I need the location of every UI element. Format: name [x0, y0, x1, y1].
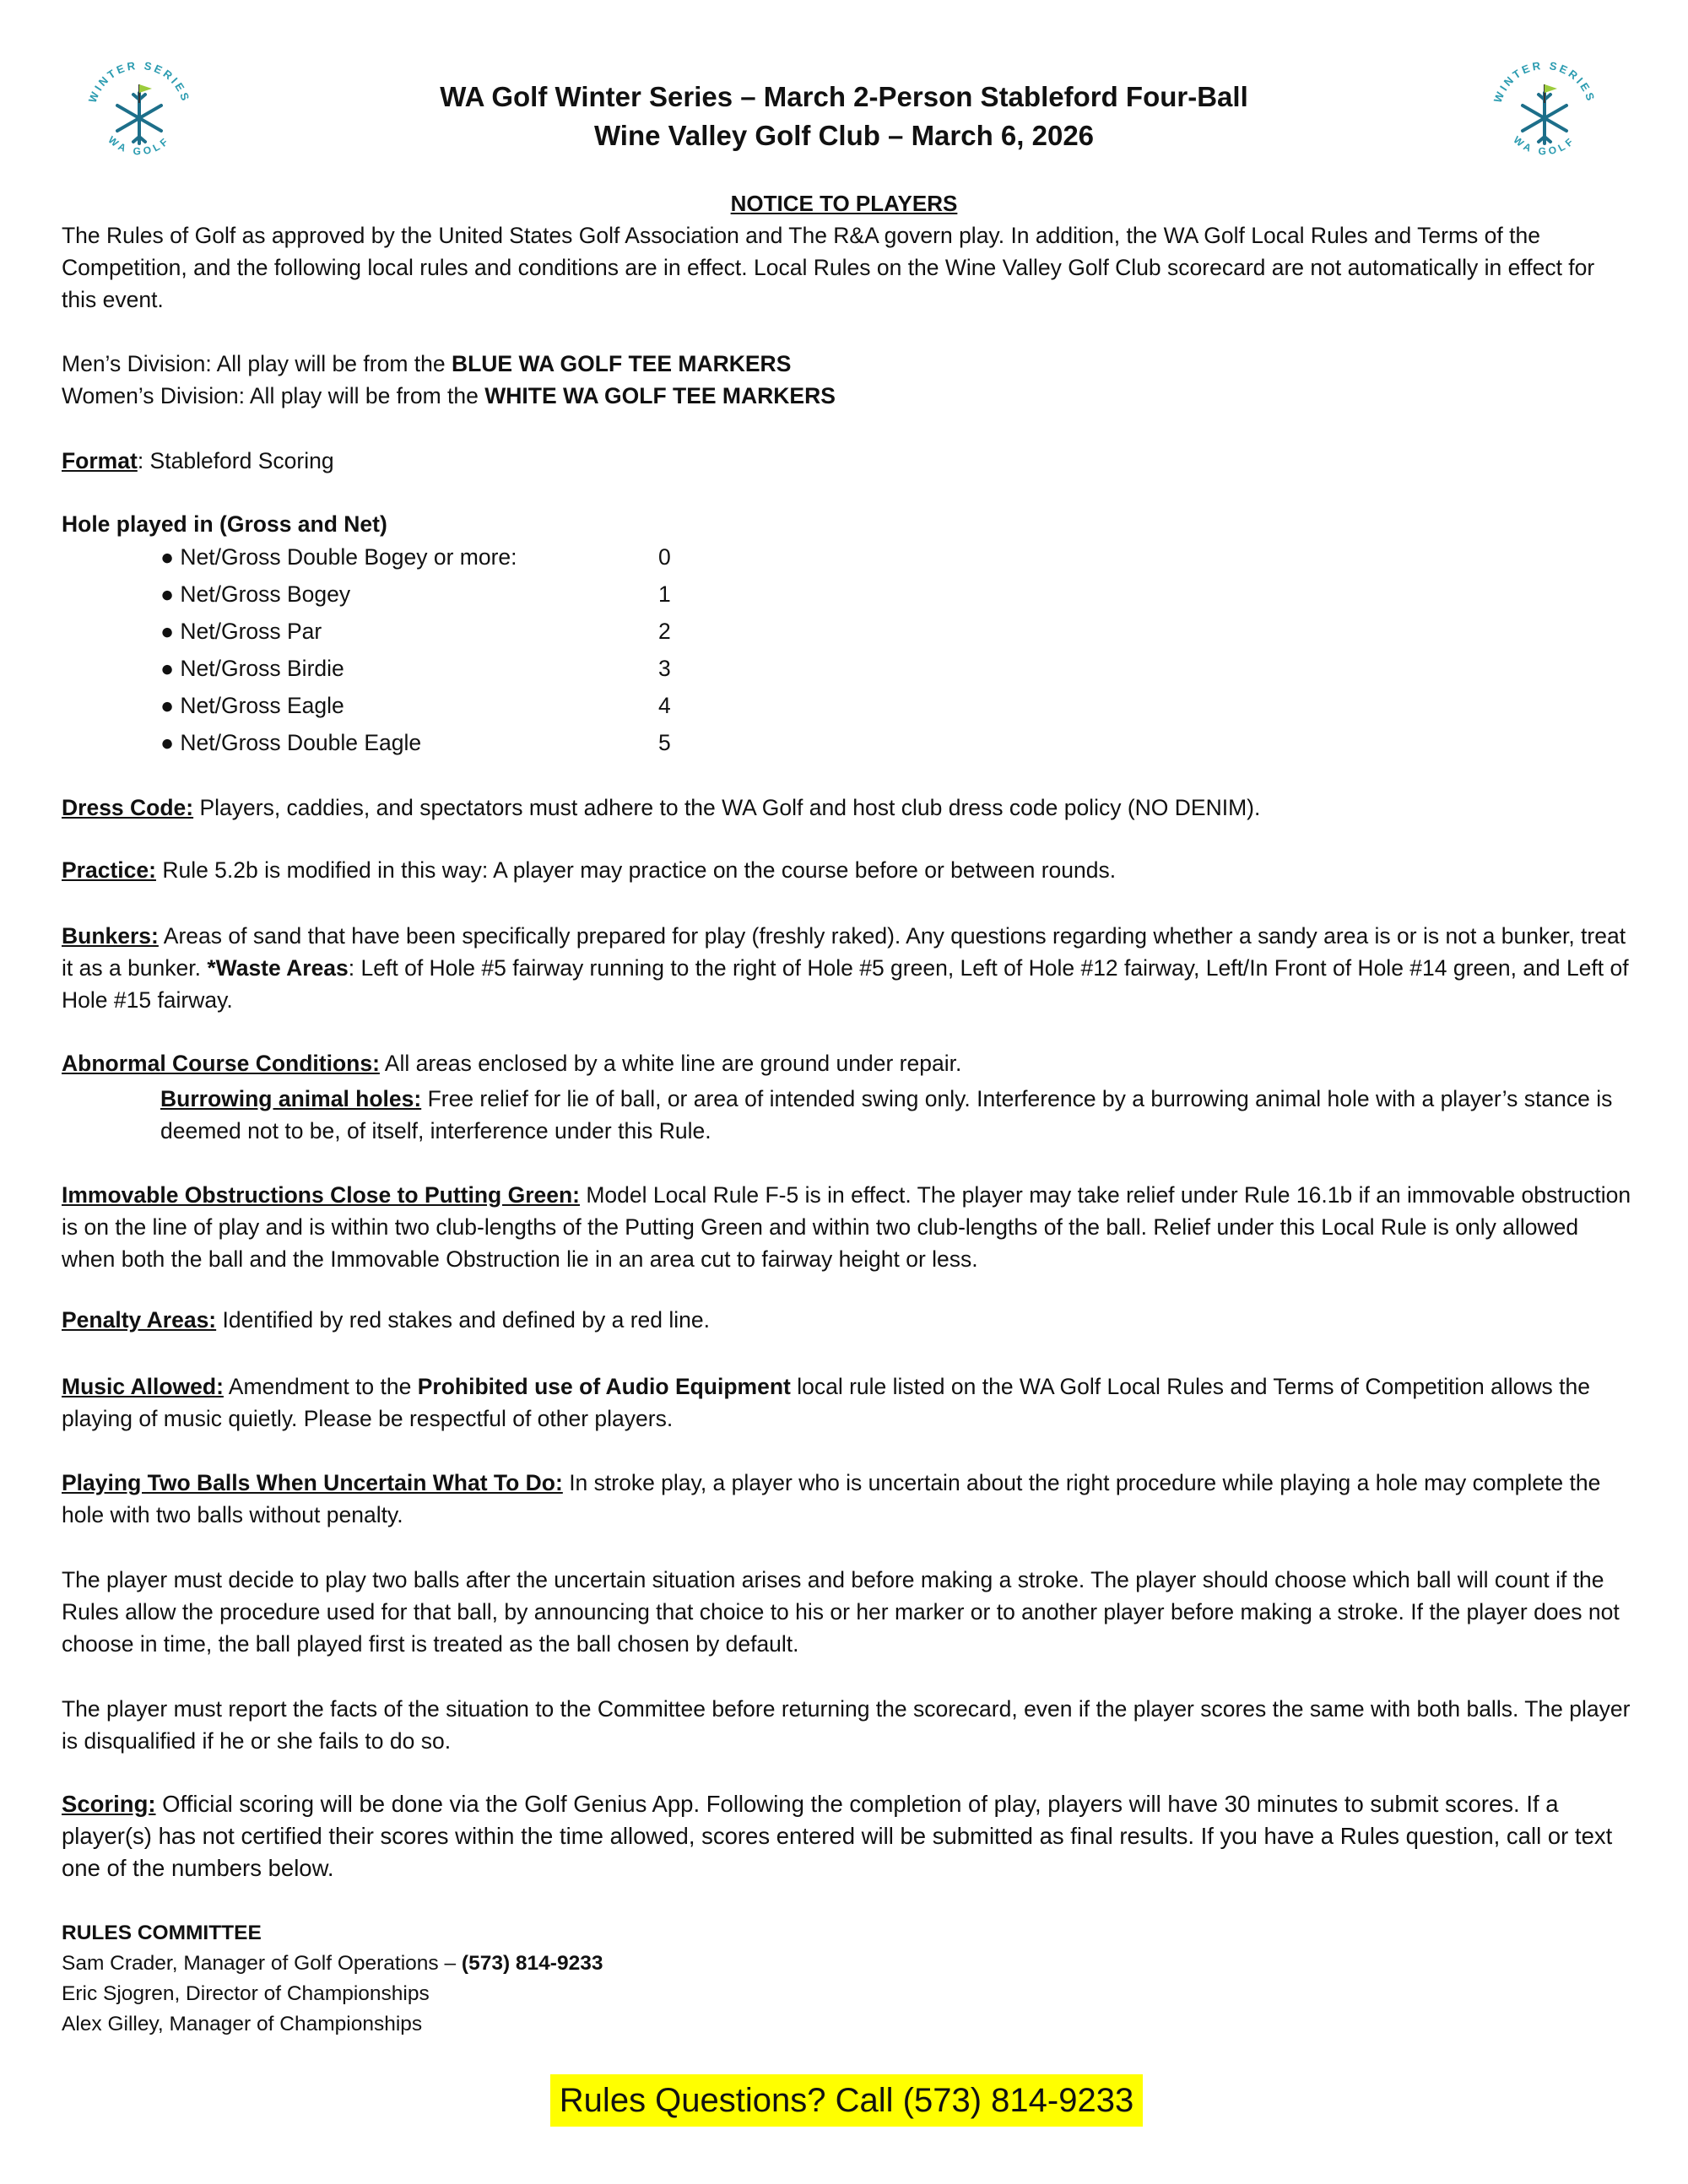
- two-balls-rule: Playing Two Balls When Uncertain What To Do: In stroke play, a player who is uncertain about the right procedure while playing a hole may complete the hole with two balls without penalty.: [62, 1470, 1601, 1527]
- bunkers-rule: Bunkers: Areas of sand that have been specifically prepared for play (freshly raked). Any questions regarding whether a sandy area is or is not a bunker, treat it as a bunker. *Waste Areas: Left of Hole #5 fairway running to the right of Hole #5 green, Left of Hole #12 fairway, Left/In Front of Hole #14 green, and Left of Hole #15 fairway.: [62, 923, 1629, 1013]
- svg-text:WA GOLF: WA GOLF: [1511, 133, 1578, 158]
- abnormal-conditions: Abnormal Course Conditions: All areas enclosed by a white line are ground under repair.: [62, 1051, 962, 1076]
- svg-text:WINTER SERIES: WINTER SERIES: [1491, 58, 1599, 105]
- points-row-label: ● Net/Gross Double Bogey or more:: [160, 544, 517, 570]
- two-balls-report: The player must report the facts of the situation to the Committee before returning the scorecard, even if the player scores the same with both balls. The player is disqualified if he or she fails to do so.: [62, 1696, 1631, 1754]
- committee-member: Eric Sjogren, Director of Championships: [62, 1982, 430, 2005]
- practice-rule: Practice: Rule 5.2b is modified in this way: A player may practice on the course before or between rounds.: [62, 857, 1117, 883]
- notice-heading: NOTICE TO PLAYERS: [730, 191, 958, 216]
- two-balls-decision: The player must decide to play two balls after the uncertain situation arises and before making a stroke. The player should choose which ball will count if the Rules allow the procedure used for that ball, by announcing that choice to his or her marker or to another player before making a stroke. If the player does not choose in time, the ball played first is treated as the ball chosen by default.: [62, 1567, 1620, 1657]
- event-subtitle: Wine Valley Golf Club – March 6, 2026: [593, 120, 1095, 151]
- penalty-areas: Penalty Areas: Identified by red stakes and defined by a red line.: [62, 1307, 710, 1333]
- scoring-rule: Scoring: Official scoring will be done via the Golf Genius App. Following the completion of play, players will have 30 minutes to submit scores. If a player(s) has not certified their scores within the time allowed, scores entered will be submitted as final results. If you have a Rules question, call or text one of the numbers below.: [62, 1791, 1613, 1881]
- points-row-value: 3: [658, 656, 671, 681]
- format-line: Format: Stableford Scoring: [62, 448, 334, 473]
- womens-division: Women’s Division: All play will be from the WHITE WA GOLF TEE MARKERS: [62, 383, 836, 408]
- intro-paragraph: The Rules of Golf as approved by the United States Golf Association and The R&A govern play. In addition, the WA Golf Local Rules and Terms of the Competition, and the following local rules and conditions are in effect. Local Rules on the Wine Valley Golf Club scorecard are not automatically in effect for this event.: [62, 223, 1595, 312]
- committee-member: Alex Gilley, Manager of Championships: [62, 2013, 423, 2035]
- music-allowed: Music Allowed: Amendment to the Prohibited use of Audio Equipment local rule listed on the WA Golf Local Rules and Terms of Competition allows the playing of music quietly. Please be respectful of other players.: [62, 1374, 1590, 1431]
- winter-series-logo-right: [1481, 51, 1608, 177]
- points-row-label: ● Net/Gross Par: [160, 619, 322, 644]
- dress-code: Dress Code: Players, caddies, and spectators must adhere to the WA Golf and host club dress code policy (NO DENIM).: [62, 795, 1261, 820]
- points-row-label: ● Net/Gross Bogey: [160, 581, 351, 607]
- points-row-label: ● Net/Gross Double Eagle: [160, 730, 422, 755]
- points-row-label: ● Net/Gross Birdie: [160, 656, 344, 681]
- points-row-value: 2: [658, 619, 671, 644]
- points-row-value: 4: [658, 693, 671, 718]
- committee-heading: RULES COMMITTEE: [62, 1922, 262, 1944]
- points-heading: Hole played in (Gross and Net): [62, 511, 387, 537]
- mens-division: Men’s Division: All play will be from the BLUE WA GOLF TEE MARKERS: [62, 351, 792, 376]
- immovable-obstructions: Immovable Obstructions Close to Putting Green: Model Local Rule F-5 is in effect. The player may take relief under Rule 16.1b if an immovable obstruction is on the line of play and is within two club-lengths of the Putting Green and within two club-lengths of the ball. Relief under this Local Rule is only allowed when both the ball and the Immovable Obstruction lie in an area cut to fairway height or less.: [62, 1182, 1631, 1272]
- winter-series-logo-left: [76, 51, 203, 177]
- rules-questions-banner: Rules Questions? Call (573) 814-9233: [550, 2074, 1143, 2127]
- svg-text:WINTER SERIES: WINTER SERIES: [85, 58, 193, 105]
- points-row-value: 5: [658, 730, 671, 755]
- event-title: WA Golf Winter Series – March 2-Person Stableford Four-Ball: [440, 81, 1248, 112]
- burrowing-animal-holes: Burrowing animal holes: Free relief for lie of ball, or area of intended swing only. Interference by a burrowing animal hole with a player’s stance is deemed not to be, of itself, interference under this Rule.: [160, 1086, 1613, 1143]
- svg-text:WA GOLF: WA GOLF: [106, 133, 173, 158]
- points-row-value: 0: [658, 544, 671, 570]
- committee-member: Sam Crader, Manager of Golf Operations – (573) 814-9233: [62, 1952, 603, 1975]
- points-row-label: ● Net/Gross Eagle: [160, 693, 344, 718]
- points-row-value: 1: [658, 581, 671, 607]
